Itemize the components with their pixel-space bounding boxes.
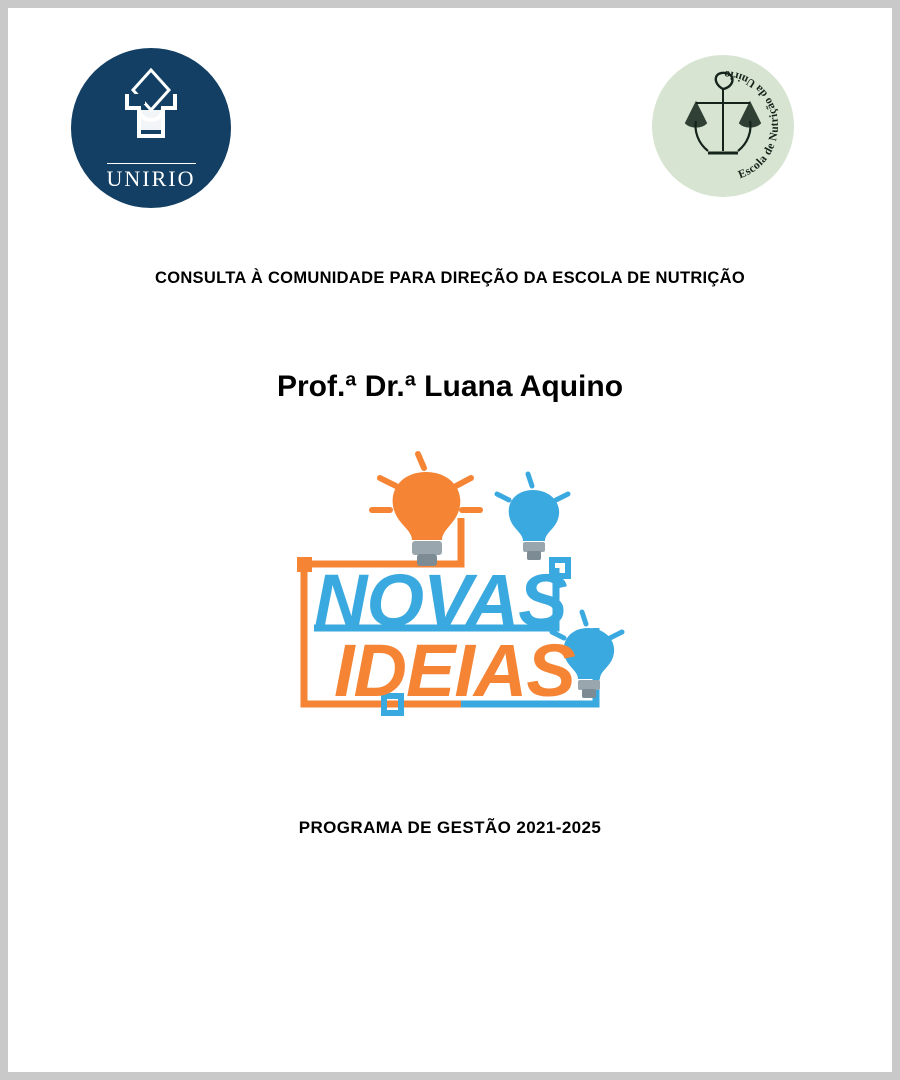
- logo-row: [8, 8, 892, 223]
- novas-word: NOVAS: [314, 559, 567, 642]
- novas-ideias-logo: [8, 448, 892, 748]
- page-headline: CONSULTA À COMUNIDADE PARA DIREÇÃO DA ESCOLA DE NUTRIÇÃO: [154, 269, 745, 287]
- novas-ideias-artwork-icon: [256, 448, 646, 738]
- escola-de-nutricao-logo: [652, 55, 794, 197]
- escola-seal-ring-text: Escola de Nutrição da Unirio: [723, 67, 782, 182]
- escola-seal-icon: [652, 55, 794, 197]
- orange-node-square: [297, 557, 312, 572]
- unirio-logo: [71, 48, 231, 208]
- program-period-line: PROGRAMA DE GESTÃO 2021-2025: [298, 818, 602, 837]
- unirio-logo-text: UNIRIO: [107, 163, 196, 192]
- unirio-emblem-icon: [105, 64, 197, 161]
- document-page: [8, 8, 892, 1072]
- blue-lightbulb-icon: [497, 474, 568, 560]
- candidate-name: Prof.ª Dr.ª Luana Aquino: [276, 370, 624, 403]
- ideias-word: IDEIAS: [334, 629, 575, 712]
